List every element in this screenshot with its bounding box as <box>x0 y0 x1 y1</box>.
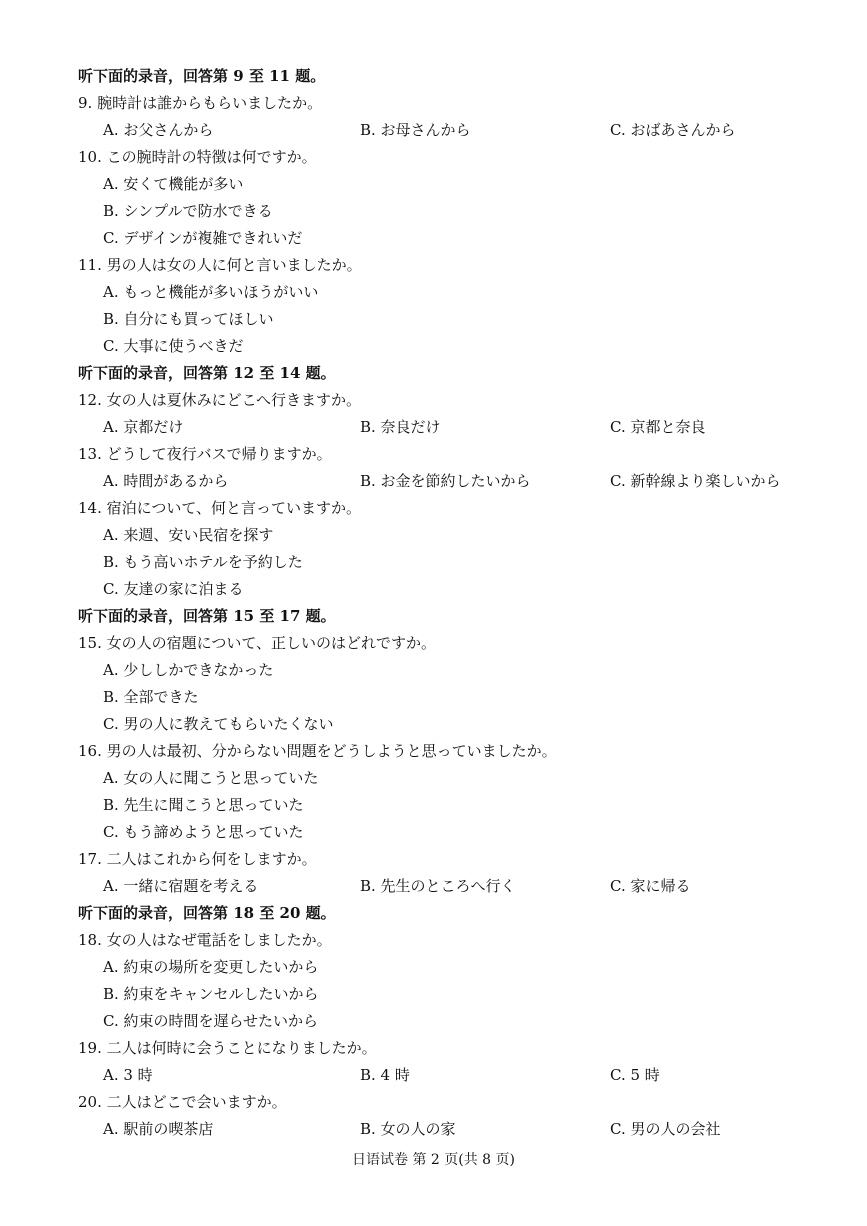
question-15-option-c: C. 男の人に教えてもらいたくない <box>103 715 334 733</box>
question-13-option-b: B. お金を節約したいから <box>360 472 531 490</box>
question-10-option-b: B. シンプルで防水できる <box>103 202 273 220</box>
question-13-option-a: A. 時間があるから <box>103 472 229 490</box>
question-17-stem: 17. 二人はこれから何をしますか。 <box>78 850 317 868</box>
question-14-option-c: C. 友達の家に泊まる <box>103 580 244 598</box>
question-16-option-c: C. もう諦めようと思っていた <box>103 823 304 841</box>
question-14-stem: 14. 宿泊について、何と言っていますか。 <box>78 499 362 517</box>
section-instruction-18-20: 听下面的录音，回答第 18 至 20 题。 <box>78 904 336 922</box>
question-16-stem: 16. 男の人は最初、分からない問題をどうしようと思っていましたか。 <box>78 742 557 760</box>
question-9-option-b: B. お母さんから <box>360 121 471 139</box>
question-19-option-c: C. 5 時 <box>610 1066 660 1084</box>
question-18-option-b: B. 約束をキャンセルしたいから <box>103 985 319 1003</box>
question-18-option-c: C. 約束の時間を遅らせたいから <box>103 1012 319 1030</box>
question-13-stem: 13. どうして夜行バスで帰りますか。 <box>78 445 332 463</box>
question-17-option-b: B. 先生のところへ行く <box>360 877 516 895</box>
question-13-option-c: C. 新幹線より楽しいから <box>610 472 781 490</box>
question-11-option-b: B. 自分にも買ってほしい <box>103 310 274 328</box>
question-11-option-a: A. もっと機能が多いほうがいい <box>103 283 319 301</box>
page-footer: 日语试卷 第 2 页(共 8 页) <box>352 1152 515 1168</box>
question-16-option-b: B. 先生に聞こうと思っていた <box>103 796 304 814</box>
question-20-stem: 20. 二人はどこで会いますか。 <box>78 1093 287 1111</box>
question-14-option-a: A. 来週、安い民宿を探す <box>103 526 274 544</box>
question-12-option-a: A. 京都だけ <box>103 418 184 436</box>
section-instruction-15-17: 听下面的录音，回答第 15 至 17 题。 <box>78 607 336 625</box>
question-17-option-a: A. 一緒に宿題を考える <box>103 877 259 895</box>
question-19-stem: 19. 二人は何時に会うことになりましたか。 <box>78 1039 377 1057</box>
question-9-stem: 9. 腕時計は誰からもらいましたか。 <box>78 94 323 112</box>
section-instruction-9-11: 听下面的录音，回答第 9 至 11 题。 <box>78 67 326 85</box>
question-10-option-a: A. 安くて機能が多い <box>103 175 244 193</box>
question-18-stem: 18. 女の人はなぜ電話をしましたか。 <box>78 931 332 949</box>
question-19-option-a: A. 3 時 <box>103 1066 153 1084</box>
question-18-option-a: A. 約束の場所を変更したいから <box>103 958 319 976</box>
question-10-option-c: C. デザインが複雑できれいだ <box>103 229 303 247</box>
question-12-stem: 12. 女の人は夏休みにどこへ行きますか。 <box>78 391 362 409</box>
question-15-stem: 15. 女の人の宿題について、正しいのはどれですか。 <box>78 634 437 652</box>
question-20-option-b: B. 女の人の家 <box>360 1120 456 1138</box>
question-11-stem: 11. 男の人は女の人に何と言いましたか。 <box>78 256 362 274</box>
question-20-option-c: C. 男の人の会社 <box>610 1120 721 1138</box>
question-16-option-a: A. 女の人に聞こうと思っていた <box>103 769 319 787</box>
question-9-option-c: C. おばあさんから <box>610 121 736 139</box>
question-12-option-c: C. 京都と奈良 <box>610 418 706 436</box>
question-14-option-b: B. もう高いホテルを予約した <box>103 553 303 571</box>
question-15-option-a: A. 少ししかできなかった <box>103 661 274 679</box>
question-17-option-c: C. 家に帰る <box>610 877 691 895</box>
question-19-option-b: B. 4 時 <box>360 1066 410 1084</box>
question-20-option-a: A. 駅前の喫茶店 <box>103 1120 214 1138</box>
question-15-option-b: B. 全部できた <box>103 688 199 706</box>
question-10-stem: 10. この腕時計の特徴は何ですか。 <box>78 148 317 166</box>
question-11-option-c: C. 大事に使うべきだ <box>103 337 244 355</box>
question-9-option-a: A. お父さんから <box>103 121 214 139</box>
section-instruction-12-14: 听下面的录音，回答第 12 至 14 题。 <box>78 364 336 382</box>
question-12-option-b: B. 奈良だけ <box>360 418 441 436</box>
